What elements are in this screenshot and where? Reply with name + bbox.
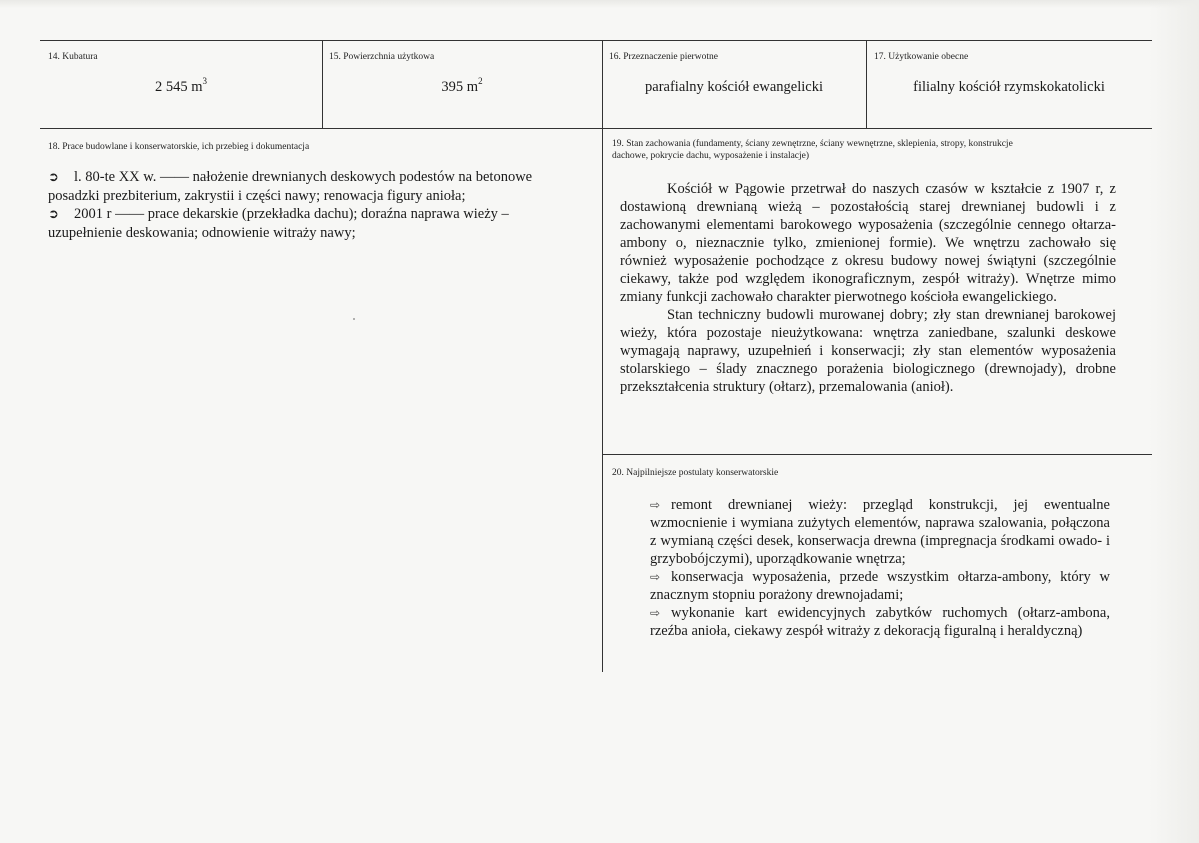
stan-label-line1: 19. Stan zachowania (fundamenty, ściany zewnętrzne, ściany wewnętrzne, sklepienia, stropy, konstrukcje (612, 139, 1013, 149)
postulaty-label: 20. Najpilniejsze postulaty konserwatorskie (612, 468, 779, 478)
postulaty-item-text: konserwacja wyposażenia, przede wszystkim ołtarza-ambony, który w znacznym stopniu porażony drewnojadami; (650, 569, 1110, 603)
scan-top-shade (0, 0, 1199, 8)
uzytkowanie-value: filialny kościół rzymskokatolicki (913, 79, 1105, 95)
prace-label: 18. Prace budowlane i konserwatorskie, ich przebieg i dokumentacja (48, 142, 310, 152)
col-divider-2 (602, 40, 603, 672)
outline-right-arrow-icon: ⇨ (650, 570, 661, 584)
section19-bottom-border (602, 454, 1152, 455)
przeznaczenie-label: 16. Przeznaczenie pierwotne (609, 52, 718, 62)
postulaty-item-text: wykonanie kart ewidencyjnych zabytków ruchomych (ołtarz-ambona, rzeźba anioła, ciekawy zespół witraży z dekoracją figuralną i heraldyczną) (650, 605, 1110, 639)
kubatura-value (40, 76, 322, 96)
postulaty-item (650, 568, 1110, 604)
powierzchnia-value (322, 76, 602, 96)
stan-paragraph-1: Kościół w Pągowie przetrwał do naszych czasów w kształcie z 1907 r, z dostawioną drewnianą wieżą – pozostałością starej drewnianej budowli i z zachowanymi elementami barokowego wyposażenia (szczególnie cennego ołtarza-ambony o, nieznacznie tylko, zmienionej formie). We wnętrzu zachowało się również wyposażenie pochodzące z okresu budowy nowej świątyni (szczególnie ciekawy, także pod względem ikonograficznym, zespół witraży). Wnętrze mimo zmiany funkcji zachowało charakter pierwotnego kościoła ewangelickiego. (620, 181, 1116, 305)
prace-item-continuation: posadzki prezbiterium, zakrystii i części nawy; renowacja figury anioła; (48, 188, 466, 204)
prace-item-text: l. 80-te XX w. —— nałożenie drewnianych deskowych podestów na betonowe (74, 169, 533, 185)
prace-item-text: 2001 r —— prace dekarskie (przekładka dachu); doraźna naprawa wieży – (74, 206, 509, 222)
prace-item-continuation: uzupełnienie deskowania; odnowienie witraży nawy; (48, 225, 356, 241)
outline-right-arrow-icon: ⇨ (650, 606, 661, 620)
stan-text (620, 180, 1116, 396)
stan-paragraph-2: Stan techniczny budowli murowanej dobry; zły stan drewnianej barokowej wieży, która pozostaje nieużytkowana: wnętrza zaniedbane, szalunki deskowe wymagają naprawy, uzupełnień i konserwacji; zły stan elementów wyposażenia stolarskiego – ślady znacznego porażenia biologicznego (drewnojady), drobne przekształcenia struktury (ołtarz), przemalowania (anioł). (620, 307, 1116, 395)
kubatura-unit-exponent: 3 (202, 76, 208, 86)
scan-right-edge (1149, 0, 1199, 843)
row1-bottom-border (40, 128, 1152, 129)
outline-right-arrow-icon: ⇨ (650, 498, 661, 512)
postulaty-item (650, 604, 1110, 640)
przeznaczenie-value: parafialny kościół ewangelicki (645, 79, 823, 95)
powierzchnia-unit-exponent: 2 (478, 76, 483, 86)
postulaty-item-text: remont drewnianej wieży: przegląd konstrukcji, jej ewentualne wzmocnienie i wymiana zużytych elementów, naprawa szalowania, połączona z wymianą części desek, konserwacja drewna (impregnacja środkami owado- i grzybobójczymi), uporządkowanie wnętrza; (650, 497, 1110, 567)
bold-right-arrow-icon: ➲ (48, 207, 59, 222)
prace-list (48, 168, 584, 242)
kubatura-number: 2 545 m (154, 79, 203, 95)
uzytkowanie-label: 17. Użytkowanie obecne (874, 52, 969, 62)
stan-label-line2: dachowe, pokrycie dachu, wyposażenie i instalacje) (612, 151, 810, 161)
kubatura-label: 14. Kubatura (48, 52, 98, 62)
prace-item (48, 168, 584, 187)
prace-item (48, 205, 584, 224)
postulaty-item (650, 496, 1110, 568)
postulaty-list (650, 496, 1110, 640)
bold-right-arrow-icon: ➲ (48, 170, 59, 185)
powierzchnia-label: 15. Powierzchnia użytkowa (329, 52, 435, 62)
powierzchnia-number: 395 m (441, 79, 479, 95)
top-border (40, 40, 1152, 41)
stan-label (612, 138, 1142, 162)
scan-speck (353, 318, 355, 320)
